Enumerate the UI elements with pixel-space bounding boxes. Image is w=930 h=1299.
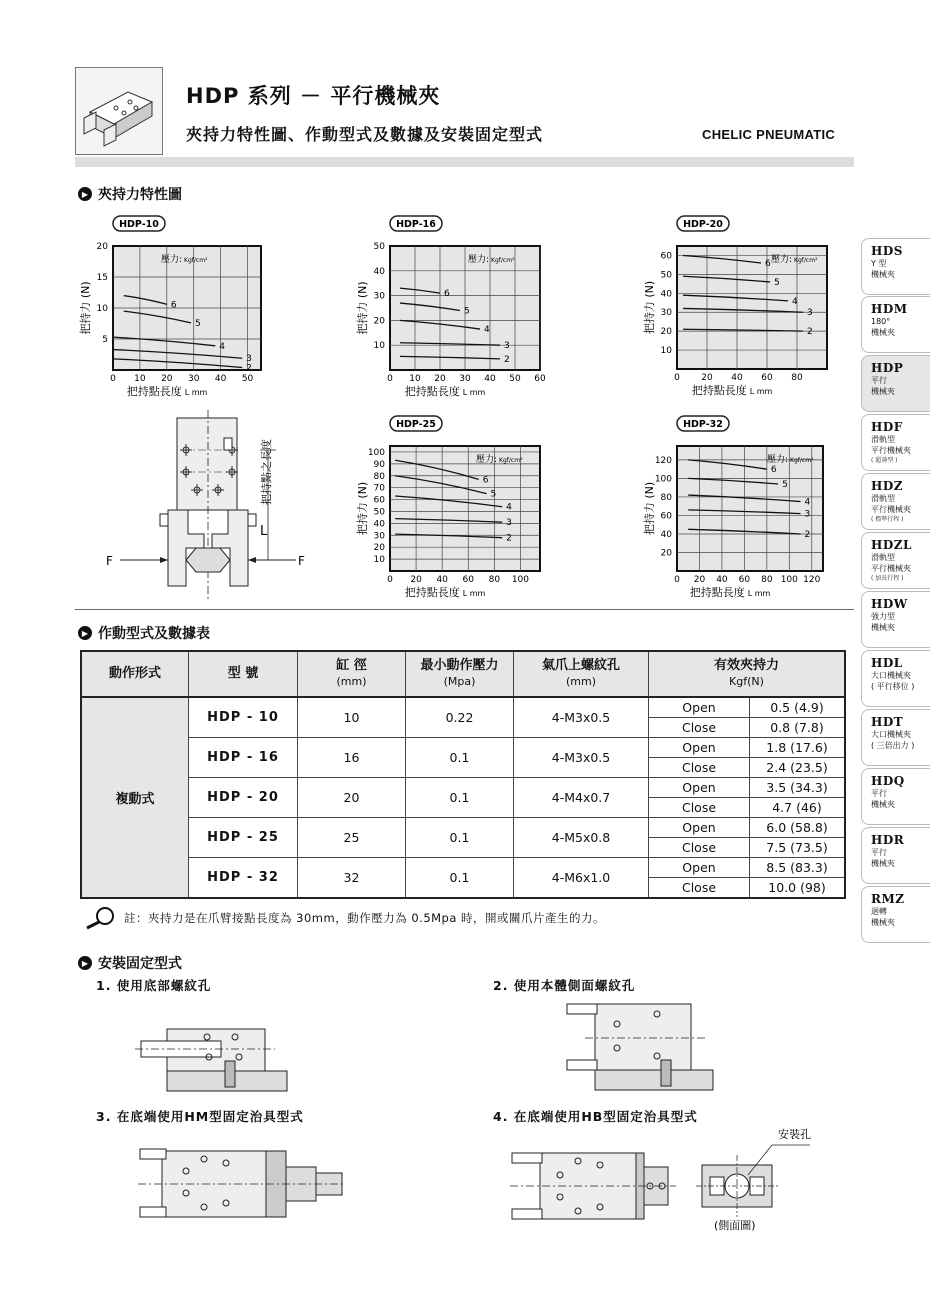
open-force-cell: 0.5 (4.9) bbox=[750, 697, 846, 718]
x-tick-label: 30 bbox=[459, 374, 471, 384]
chart-2 bbox=[642, 216, 827, 397]
x-tick-label: 40 bbox=[731, 373, 743, 383]
chart-title: HDP-20 bbox=[683, 219, 723, 230]
pressure-cell: 0.1 bbox=[406, 818, 514, 858]
sidebar-tab-hdl[interactable] bbox=[861, 650, 930, 707]
tab-line-2: 機械夾 bbox=[871, 270, 895, 279]
x-tick-label: 100 bbox=[780, 575, 798, 585]
x-axis-label bbox=[692, 383, 773, 397]
y-tick-label: 5 bbox=[102, 335, 108, 345]
y-tick-label: 50 bbox=[660, 270, 672, 281]
x-tick-label: 60 bbox=[761, 373, 773, 383]
pressure-cell: 0.22 bbox=[406, 697, 514, 738]
y-tick-label: 60 bbox=[660, 511, 672, 522]
y-tick-label: 40 bbox=[373, 519, 385, 530]
tab-line-1: 滑軌型 bbox=[871, 553, 895, 562]
force-label-left: F bbox=[106, 554, 113, 568]
x-tick-label: 80 bbox=[761, 575, 773, 585]
tab-line-2: 機械夾 bbox=[871, 918, 895, 927]
tab-line-1: 大口機械夾 bbox=[871, 671, 911, 680]
side-view-label: (側面圖) bbox=[714, 1219, 756, 1232]
model-cell: HDP - 25 bbox=[189, 818, 298, 858]
tab-code: HDQ bbox=[871, 774, 905, 788]
tab-line-1: 迴轉 bbox=[871, 907, 887, 916]
tab-code: HDW bbox=[871, 597, 908, 611]
x-tick-label: 20 bbox=[701, 373, 713, 383]
bore-cell: 25 bbox=[298, 818, 406, 858]
tab-line-2: 平行機械夾 bbox=[871, 564, 911, 573]
brand-name: CHELIC PNEUMATIC bbox=[702, 127, 836, 142]
th-thread: 氣爪上螺紋孔 (mm) bbox=[514, 651, 649, 697]
chart-title: HDP-10 bbox=[119, 219, 159, 230]
x-tick-label: 10 bbox=[409, 374, 421, 384]
tab-line-1: 平行 bbox=[871, 376, 887, 385]
tab-line-2: ( 三倍出力 ) bbox=[871, 741, 915, 750]
tab-code: HDF bbox=[871, 420, 903, 434]
mount-drawing-1 bbox=[135, 1025, 295, 1095]
x-tick-label: 40 bbox=[436, 575, 448, 585]
open-label-cell: Open bbox=[649, 697, 750, 718]
x-tick-label: 20 bbox=[161, 374, 173, 384]
open-force-cell: 3.5 (34.3) bbox=[750, 778, 846, 798]
gripper-diagram bbox=[100, 410, 320, 600]
x-tick-label: 60 bbox=[534, 374, 546, 384]
x-tick-label: 40 bbox=[484, 374, 496, 384]
tab-line-1: Y 型 bbox=[871, 259, 887, 268]
table-row bbox=[81, 778, 845, 798]
section-heading-mounting bbox=[78, 953, 182, 973]
force-label-right: F bbox=[298, 554, 305, 568]
chart-title: HDP-32 bbox=[683, 419, 723, 430]
series-label-3: 3 bbox=[807, 308, 813, 319]
open-label-cell: Open bbox=[649, 818, 750, 838]
sidebar-tab-hdw[interactable] bbox=[861, 591, 930, 648]
tab-line-1: 滑軌型 bbox=[871, 435, 895, 444]
close-force-cell: 0.8 (7.8) bbox=[750, 718, 846, 738]
length-label: L bbox=[260, 524, 268, 539]
open-force-cell: 6.0 (58.8) bbox=[750, 818, 846, 838]
series-label-2: 2 bbox=[807, 327, 813, 338]
th-model: 型 號 bbox=[189, 651, 298, 697]
close-force-cell: 2.4 (23.5) bbox=[750, 758, 846, 778]
y-tick-label: 120 bbox=[654, 455, 672, 466]
series-label-6: 6 bbox=[765, 259, 771, 270]
open-label-cell: Open bbox=[649, 738, 750, 758]
legend-title: 壓力: bbox=[468, 255, 490, 265]
y-axis-label: 把持力 (N) bbox=[356, 481, 369, 536]
series-label-5: 5 bbox=[464, 306, 470, 317]
tab-line-3: ( 超薄型 ) bbox=[871, 457, 898, 464]
mount-drawing-4 bbox=[510, 1125, 850, 1235]
x-tick-label: 40 bbox=[716, 575, 728, 585]
y-tick-label: 40 bbox=[373, 266, 385, 277]
y-tick-label: 15 bbox=[96, 273, 108, 283]
thread-cell: 4-M6x1.0 bbox=[514, 858, 649, 899]
y-tick-label: 20 bbox=[373, 543, 385, 554]
chart-1 bbox=[355, 216, 546, 398]
series-label-4: 4 bbox=[506, 502, 512, 513]
series-label-5: 5 bbox=[782, 479, 788, 490]
section-title: 安裝固定型式 bbox=[98, 956, 182, 972]
action-type-cell: 複動式 bbox=[81, 697, 189, 898]
x-tick-label: 30 bbox=[188, 374, 200, 384]
model-cell: HDP - 10 bbox=[189, 697, 298, 738]
x-tick-label: 120 bbox=[803, 575, 821, 585]
series-label-6: 6 bbox=[482, 475, 489, 486]
series-label-6: 6 bbox=[444, 289, 450, 300]
series-label-4: 4 bbox=[804, 497, 811, 508]
mount-drawing-3 bbox=[138, 1145, 348, 1225]
y-tick-label: 20 bbox=[96, 242, 108, 252]
series-label-4: 4 bbox=[219, 341, 225, 352]
mount-option-4: 4. 在底端使用HB型固定治具型式 bbox=[493, 1109, 698, 1124]
y-tick-label: 10 bbox=[660, 346, 672, 357]
mount-option-1: 1. 使用底部螺紋孔 bbox=[96, 978, 212, 993]
legend-unit: Kgf/cm² bbox=[794, 257, 818, 264]
mount-option-3: 3. 在底端使用HM型固定治具型式 bbox=[96, 1109, 304, 1124]
x-axis-unit: L mm bbox=[462, 388, 486, 397]
tab-code: HDL bbox=[871, 656, 903, 670]
x-axis-unit: L mm bbox=[184, 388, 208, 397]
open-label-cell: Open bbox=[649, 858, 750, 878]
tab-line-3: ( 標準行程 ) bbox=[871, 516, 904, 523]
table-row bbox=[81, 818, 845, 838]
x-axis-title: 把持點長度 bbox=[126, 385, 182, 398]
y-tick-label: 40 bbox=[660, 289, 672, 300]
bore-cell: 32 bbox=[298, 858, 406, 899]
spec-table bbox=[80, 650, 846, 899]
x-tick-label: 80 bbox=[791, 373, 803, 383]
y-tick-label: 50 bbox=[373, 242, 385, 252]
tab-code: HDZL bbox=[871, 538, 912, 552]
y-tick-label: 100 bbox=[654, 474, 672, 485]
bore-cell: 10 bbox=[298, 697, 406, 738]
series-label-5: 5 bbox=[774, 277, 780, 288]
tab-line-2: 平行機械夾 bbox=[871, 505, 911, 514]
play-bullet-icon: ▶ bbox=[78, 187, 92, 201]
product-thumbnail bbox=[75, 67, 163, 155]
divider bbox=[75, 609, 854, 610]
tab-line-1: 滑軌型 bbox=[871, 494, 895, 503]
tab-code: HDZ bbox=[871, 479, 904, 493]
legend-title: 壓力: bbox=[476, 455, 498, 465]
sidebar-tab-hdzl[interactable] bbox=[861, 532, 930, 589]
legend-title: 壓力: bbox=[767, 455, 789, 465]
y-axis-label: 把持力 (N) bbox=[643, 280, 656, 335]
open-force-cell: 1.8 (17.6) bbox=[750, 738, 846, 758]
tab-code: HDM bbox=[871, 302, 908, 316]
sidebar-tab-hdm[interactable] bbox=[861, 296, 930, 353]
series-label-6: 6 bbox=[170, 300, 177, 311]
table-row bbox=[81, 738, 845, 758]
x-tick-label: 50 bbox=[241, 374, 254, 384]
open-label-cell: Open bbox=[649, 778, 750, 798]
x-tick-label: 0 bbox=[674, 373, 680, 383]
play-bullet-icon: ▶ bbox=[78, 956, 92, 970]
y-tick-label: 90 bbox=[373, 459, 385, 470]
th-force: 有效夾持力 Kgf(N) bbox=[649, 651, 846, 697]
legend-title: 壓力: bbox=[771, 255, 793, 265]
sidebar-tab-hdt[interactable] bbox=[861, 709, 930, 766]
y-tick-label: 10 bbox=[96, 304, 108, 314]
series-label-2: 2 bbox=[246, 363, 252, 374]
tab-code: HDT bbox=[871, 715, 904, 729]
x-axis-title: 把持點長度 bbox=[689, 586, 745, 599]
plot-area bbox=[677, 246, 827, 369]
y-axis-label: 把持力 (N) bbox=[79, 281, 92, 335]
y-tick-label: 20 bbox=[660, 327, 672, 338]
series-label-4: 4 bbox=[484, 325, 490, 336]
y-tick-label: 70 bbox=[373, 483, 385, 494]
x-axis-unit: L mm bbox=[462, 589, 486, 598]
legend-unit: Kgf/cm² bbox=[184, 257, 208, 264]
section-heading-spec-table bbox=[78, 623, 210, 643]
x-tick-label: 50 bbox=[509, 374, 521, 384]
series-label-4: 4 bbox=[792, 296, 798, 307]
x-tick-label: 0 bbox=[387, 575, 393, 585]
sidebar-tab-rmz[interactable] bbox=[861, 886, 930, 943]
x-axis-label bbox=[405, 384, 486, 398]
series-label-3: 3 bbox=[246, 354, 252, 365]
gripper-product-icon bbox=[76, 68, 162, 154]
model-cell: HDP - 20 bbox=[189, 778, 298, 818]
y-tick-label: 80 bbox=[660, 492, 672, 503]
y-tick-label: 40 bbox=[660, 529, 672, 540]
series-label-3: 3 bbox=[504, 341, 510, 352]
series-label-6: 6 bbox=[770, 465, 777, 476]
y-tick-label: 30 bbox=[373, 531, 385, 542]
tab-line-2: 機械夾 bbox=[871, 859, 895, 868]
sidebar-tab-hdr[interactable] bbox=[861, 827, 930, 884]
table-row bbox=[81, 697, 845, 718]
sidebar-tab-hdf[interactable] bbox=[861, 414, 930, 471]
close-force-cell: 10.0 (98) bbox=[750, 878, 846, 899]
tab-line-2: 機械夾 bbox=[871, 387, 895, 396]
close-force-cell: 7.5 (73.5) bbox=[750, 838, 846, 858]
tab-line-1: 強力型 bbox=[871, 612, 895, 621]
x-axis-label bbox=[127, 384, 208, 398]
header-bar bbox=[75, 157, 854, 167]
series-label-2: 2 bbox=[506, 533, 512, 544]
tab-code: HDP bbox=[871, 361, 904, 375]
tab-line-2: 機械夾 bbox=[871, 328, 895, 337]
model-cell: HDP - 16 bbox=[189, 738, 298, 778]
series-label-2: 2 bbox=[804, 529, 811, 540]
mount-hole-label: 安裝孔 bbox=[778, 1128, 811, 1141]
series-label-5: 5 bbox=[195, 318, 201, 329]
pressure-cell: 0.1 bbox=[406, 738, 514, 778]
x-tick-label: 100 bbox=[511, 575, 530, 585]
table-row bbox=[81, 858, 845, 878]
x-tick-label: 80 bbox=[488, 575, 501, 585]
thread-cell: 4-M4x0.7 bbox=[514, 778, 649, 818]
x-tick-label: 0 bbox=[110, 374, 116, 384]
tab-line-2: ( 平行移位 ) bbox=[871, 682, 915, 691]
x-axis-unit: L mm bbox=[749, 387, 773, 396]
series-label-3: 3 bbox=[506, 518, 512, 529]
tab-line-3: ( 加長行程 ) bbox=[871, 575, 904, 582]
tab-line-2: 機械夾 bbox=[871, 623, 895, 632]
x-axis-label bbox=[405, 585, 486, 599]
page-title: HDP 系列 － 平行機械夾 bbox=[186, 84, 441, 108]
x-axis-unit: L mm bbox=[747, 589, 771, 598]
y-tick-label: 100 bbox=[367, 447, 385, 458]
series-label-3: 3 bbox=[804, 509, 811, 520]
th-bore: 缸 徑 (mm) bbox=[298, 651, 406, 697]
tab-code: RMZ bbox=[871, 892, 905, 906]
y-tick-label: 10 bbox=[373, 555, 385, 566]
bore-cell: 16 bbox=[298, 738, 406, 778]
x-tick-label: 60 bbox=[738, 575, 751, 585]
x-tick-label: 0 bbox=[387, 374, 393, 384]
legend-title: 壓力: bbox=[161, 255, 183, 265]
tab-line-1: 平行 bbox=[871, 848, 887, 857]
legend-unit: Kgf/cm² bbox=[491, 257, 515, 264]
y-tick-label: 50 bbox=[373, 507, 385, 518]
y-tick-label: 20 bbox=[660, 548, 672, 559]
section-title: 夾持力特性圖 bbox=[98, 187, 182, 203]
x-tick-label: 20 bbox=[410, 575, 422, 585]
thread-cell: 4-M3x0.5 bbox=[514, 697, 649, 738]
x-axis-title: 把持點長度 bbox=[404, 586, 460, 599]
tab-line-2: 平行機械夾 bbox=[871, 446, 911, 455]
x-tick-label: 20 bbox=[434, 374, 446, 384]
close-label-cell: Close bbox=[649, 758, 750, 778]
thread-cell: 4-M5x0.8 bbox=[514, 818, 649, 858]
x-tick-label: 0 bbox=[674, 575, 680, 585]
close-label-cell: Close bbox=[649, 838, 750, 858]
y-tick-label: 30 bbox=[660, 308, 672, 319]
x-axis-title: 把持點長度 bbox=[691, 384, 747, 397]
series-label-5: 5 bbox=[490, 489, 497, 500]
y-tick-label: 80 bbox=[373, 471, 385, 482]
close-label-cell: Close bbox=[649, 718, 750, 738]
tab-line-2: 機械夾 bbox=[871, 800, 895, 809]
th-pressure: 最小動作壓力 (Mpa) bbox=[406, 651, 514, 697]
chart-title: HDP-25 bbox=[396, 419, 436, 430]
plot-area bbox=[390, 446, 540, 571]
mount-option-2: 2. 使用本體側面螺紋孔 bbox=[493, 978, 636, 993]
legend-unit: Kgf/cm² bbox=[790, 457, 814, 464]
chart-3 bbox=[355, 416, 540, 599]
y-tick-label: 20 bbox=[373, 316, 385, 327]
sidebar-tab-hds[interactable] bbox=[861, 238, 930, 295]
section-title: 作動型式及數據表 bbox=[98, 626, 210, 642]
mount-drawing-2 bbox=[565, 1000, 715, 1095]
close-label-cell: Close bbox=[649, 798, 750, 818]
page-subtitle: 夾持力特性圖、作動型式及數據及安裝固定型式 bbox=[186, 125, 544, 144]
table-note bbox=[84, 906, 605, 930]
x-axis-label bbox=[690, 585, 771, 599]
pressure-cell: 0.1 bbox=[406, 858, 514, 899]
y-tick-label: 60 bbox=[660, 251, 672, 262]
y-axis-label: 把持力 (N) bbox=[643, 481, 656, 536]
y-tick-label: 30 bbox=[373, 291, 385, 302]
y-axis-label: 把持力 (N) bbox=[356, 281, 369, 335]
open-force-cell: 8.5 (83.3) bbox=[750, 858, 846, 878]
th-type: 動作形式 bbox=[81, 651, 189, 697]
x-axis-title: 把持點長度 bbox=[404, 385, 460, 398]
legend-unit: Kgf/cm² bbox=[499, 457, 523, 464]
close-label-cell: Close bbox=[649, 878, 750, 899]
x-tick-label: 10 bbox=[134, 374, 146, 384]
close-force-cell: 4.7 (46) bbox=[750, 798, 846, 818]
grip-length-label: 把持點之長度 bbox=[260, 439, 273, 505]
x-tick-label: 20 bbox=[693, 575, 706, 585]
model-cell: HDP - 32 bbox=[189, 858, 298, 899]
chart-4 bbox=[642, 416, 823, 599]
x-tick-label: 40 bbox=[214, 374, 227, 384]
tab-line-1: 大口機械夾 bbox=[871, 730, 911, 739]
sidebar-tab-hdp[interactable] bbox=[861, 355, 930, 412]
bore-cell: 20 bbox=[298, 778, 406, 818]
play-bullet-icon: ▶ bbox=[78, 626, 92, 640]
tab-code: HDR bbox=[871, 833, 905, 847]
chart-0 bbox=[78, 216, 261, 398]
sidebar-tab-hdq[interactable] bbox=[861, 768, 930, 825]
x-tick-label: 60 bbox=[462, 575, 474, 585]
tab-code: HDS bbox=[871, 244, 903, 258]
tab-line-1: 180° bbox=[871, 317, 891, 326]
chart-title: HDP-16 bbox=[396, 219, 436, 230]
thread-cell: 4-M3x0.5 bbox=[514, 738, 649, 778]
tab-line-1: 平行 bbox=[871, 789, 887, 798]
note-text: 註：夾持力是在爪臂接點長度為 30mm，動作壓力為 0.5Mpa 時，開或關爪片產生的力。 bbox=[124, 911, 606, 925]
sidebar-tab-hdz[interactable] bbox=[861, 473, 930, 530]
series-label-2: 2 bbox=[504, 354, 510, 365]
y-tick-label: 10 bbox=[373, 341, 385, 352]
magnifier-icon bbox=[84, 906, 118, 930]
y-tick-label: 60 bbox=[373, 495, 385, 506]
pressure-cell: 0.1 bbox=[406, 778, 514, 818]
